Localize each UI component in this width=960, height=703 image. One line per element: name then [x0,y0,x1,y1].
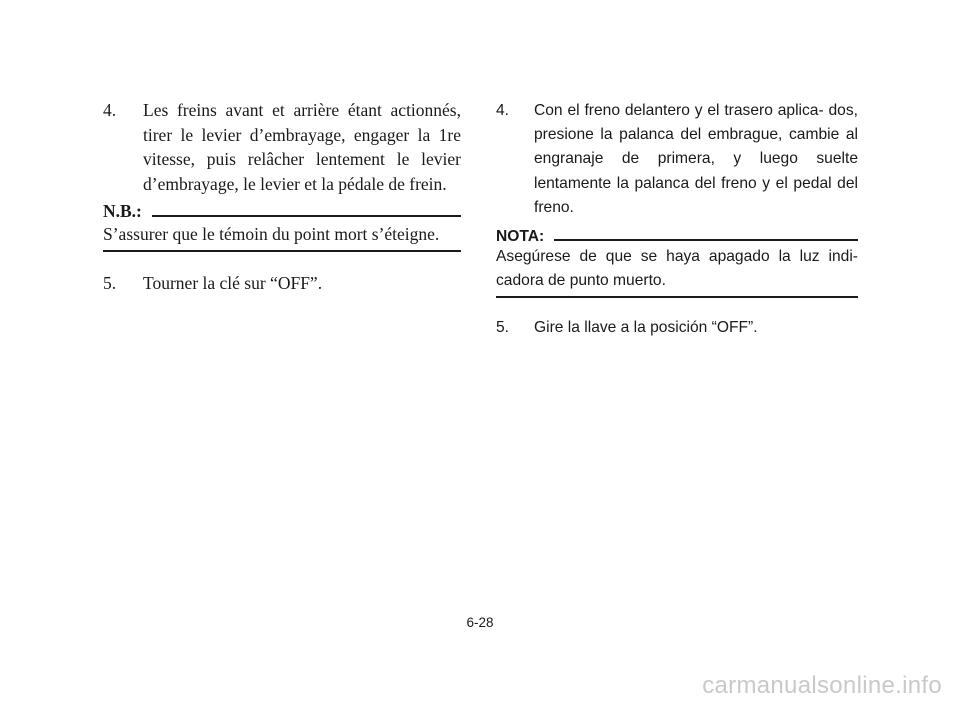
fr-note-header [103,198,461,222]
fr-step-5-text: Tourner la clé sur “OFF”. [143,273,323,293]
es-step-5 [496,316,858,340]
fr-note-bottom-rule [103,250,461,252]
es-step-4-number: 4. [496,102,510,119]
fr-step-5-number: 5. [103,273,117,293]
es-note-label: NOTA: [496,228,545,245]
es-note-bottom-rule [496,296,858,298]
page-number: 6-28 [466,615,494,630]
es-step-5-text: Gire la llave a la posición “OFF”. [534,319,758,336]
es-step-4-text: Con el freno delantero y el trasero aplica- dos, presione la palanca del embrague, cambie al engranaje de primera, y luego suelte lentamente la palanca del freno y el pedal del freno. [534,102,858,216]
es-step-4 [496,99,858,220]
fr-note-label: N.B.: [103,201,142,221]
es-note-text: Asegúrese de que se haya apagado la luz indi- cadora de punto muerto. [496,248,858,289]
fr-step-4-text: Les freins avant et arrière étant actionnés, tirer le levier d’embrayage, engager la 1re vitesse, puis relâcher lentement le levier d’embrayage, le levier et la pédale de frein. [143,100,461,194]
watermark: carmanualsonline.info [702,672,942,699]
fr-step-5 [103,271,461,296]
fr-note-top-rule [152,215,461,217]
es-note-top-rule [554,239,858,241]
es-note-header [496,222,858,246]
fr-step-4-number: 4. [103,100,117,120]
fr-step-4 [103,98,461,196]
fr-note-text: S’assurer que le témoin du point mort s’éteigne. [103,224,440,244]
es-step-5-number: 5. [496,319,510,336]
